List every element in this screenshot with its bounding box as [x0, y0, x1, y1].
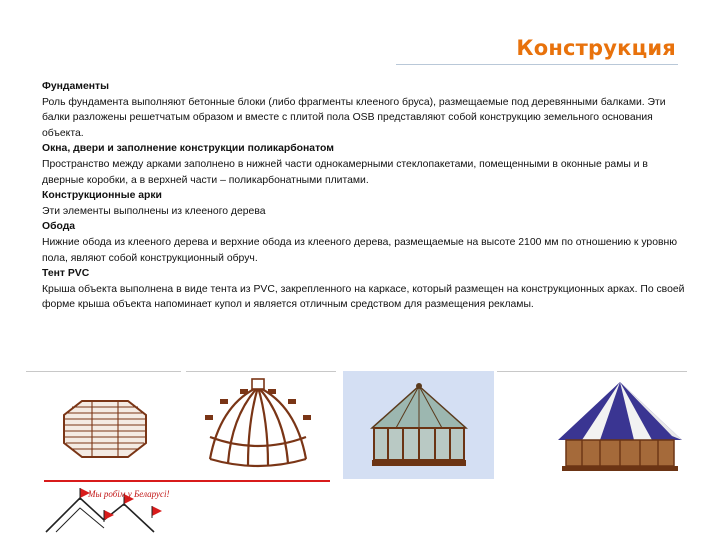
pavilion-arch-frame-icon — [202, 375, 314, 471]
section-text-tent: Крыша объекта выполнена в виде тента из PVC, закрепленного на каркасе, который размещен на конструкционных арках. По своей форме крыша объекта напоминает купол и является отличным средством для размещения рекламы. — [42, 283, 685, 311]
tent-pavilion-icon — [552, 378, 688, 474]
page-title: Конструкция — [516, 36, 676, 60]
section-heading-tent: Тент PVC — [42, 268, 90, 280]
section-text-rims: Нижние обода из клееного дерева и верхние обода из клееного дерева, размещаемые на высоте 2100 мм по отношению к уровню пола, являют собой конструкционный обруч. — [42, 236, 678, 264]
section-heading-arches: Конструкционные арки — [42, 190, 162, 202]
title-divider — [396, 64, 678, 65]
section-heading-rims: Обода — [42, 221, 76, 233]
section-text-windows: Пространство между арками заполнено в нижней части однокамерными стеклопакетами, помещенными в оконные рамы и в дверные коробки, а в верхней части – поликарбонатными плитами. — [42, 158, 648, 186]
section-heading-windows: Окна, двери и заполнение конструкции поликарбонатом — [42, 143, 334, 155]
image-strip-divider — [26, 371, 181, 372]
octagon-floor-frame-icon — [62, 399, 148, 459]
image-strip-divider — [186, 371, 336, 372]
image-strip-divider — [497, 371, 687, 372]
section-text-foundations: Роль фундамента выполняют бетонные блоки (либо фрагменты клееного бруса), размещаемые под деревянными балками. Эти балки разложены решетчатым образом и вместе с плитой пола OSB представляют собой конструкцию земельного основания объекта. — [42, 96, 666, 139]
logo-slogan: Мы робім у Беларусі! — [88, 489, 170, 499]
section-text-arches: Эти элементы выполнены из клееного дерева — [42, 205, 266, 217]
company-logo — [44, 480, 334, 540]
section-heading-foundations: Фундаменты — [42, 81, 110, 92]
content-body — [42, 79, 692, 313]
logo-divider — [44, 480, 330, 482]
glazed-pavilion-icon — [366, 380, 472, 472]
